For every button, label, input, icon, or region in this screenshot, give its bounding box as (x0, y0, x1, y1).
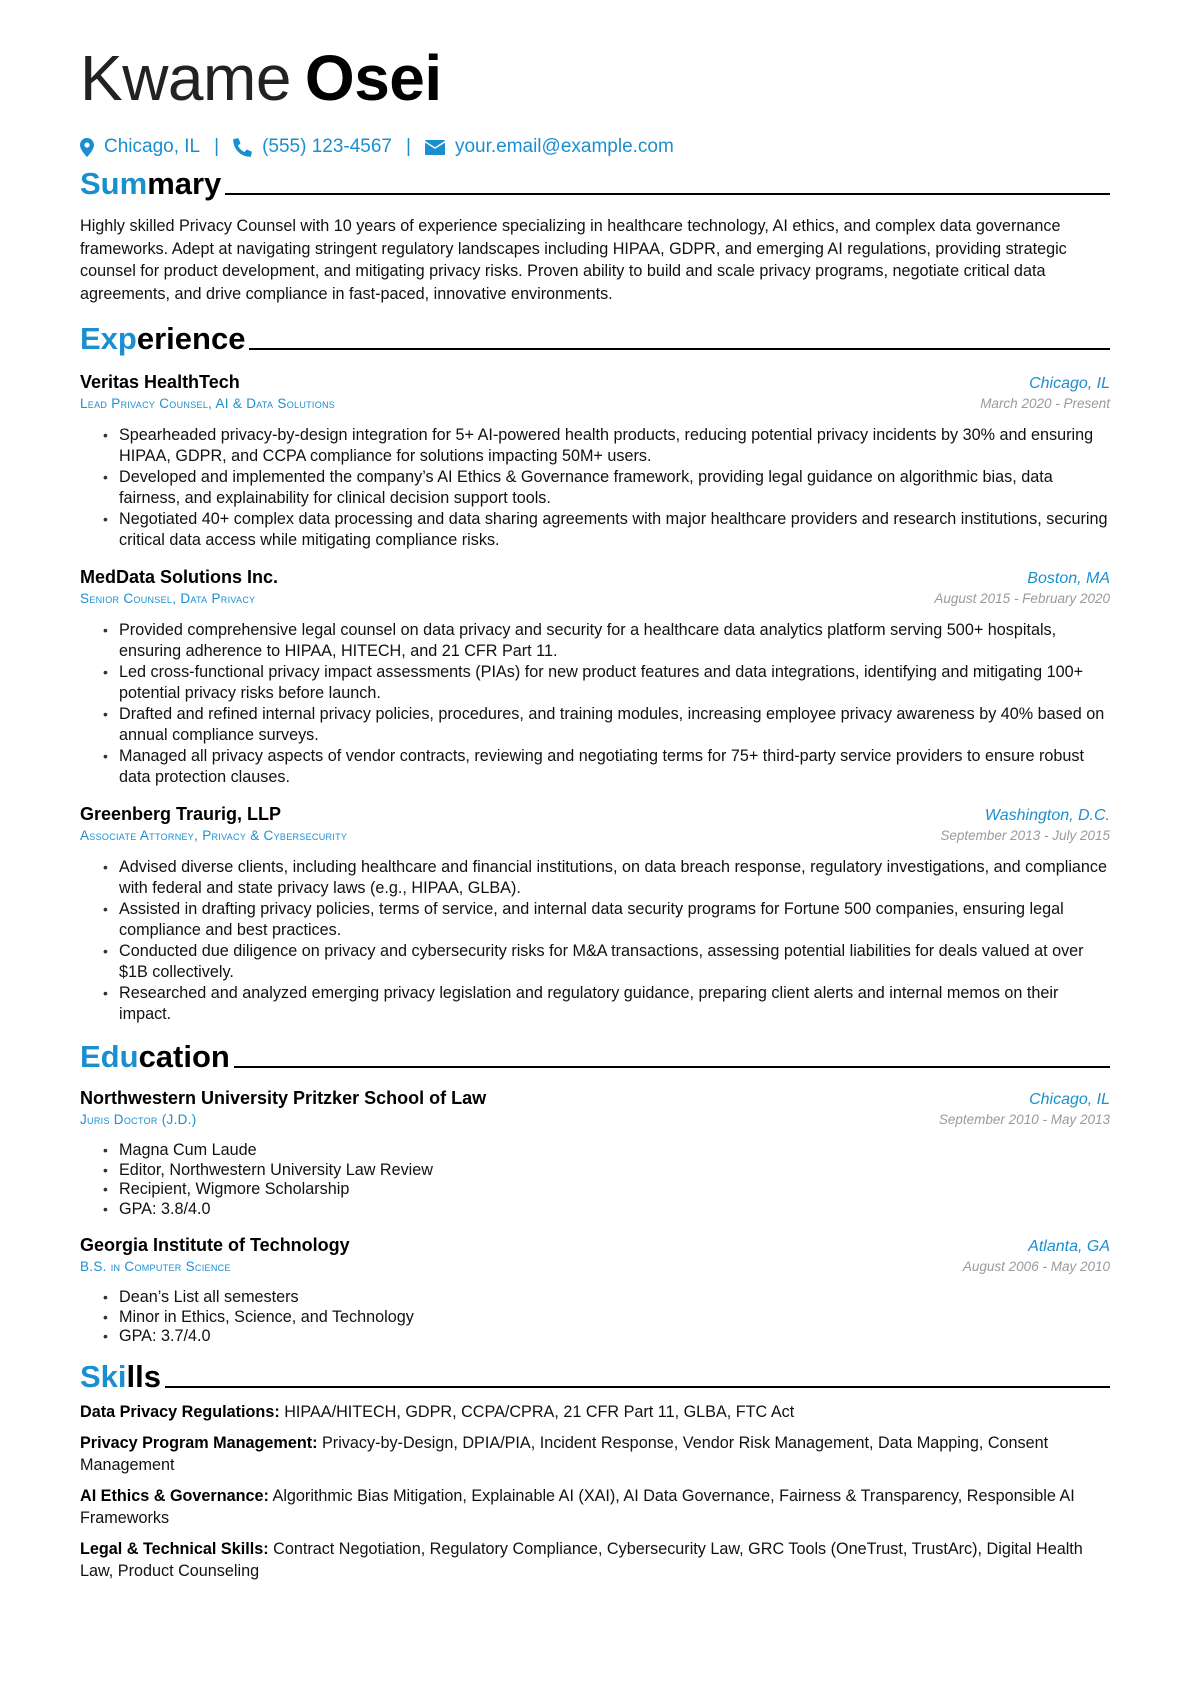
skill-category: AI Ethics & Governance: (80, 1486, 269, 1505)
last-name: Osei (304, 42, 442, 114)
contact-bar (80, 136, 1110, 158)
bullet-item: • Editor, Northwestern University Law Review (103, 1161, 1110, 1181)
experience-entry (80, 567, 1110, 788)
section-title (80, 321, 246, 357)
employer-name: MedData Solutions Inc. (80, 567, 279, 588)
skill-category: Privacy Program Management: (80, 1433, 318, 1452)
skill-row (80, 1401, 1110, 1423)
section-title (80, 1358, 161, 1394)
skill-row (80, 1485, 1110, 1529)
job-dates: March 2020 - Present (980, 396, 1110, 412)
job-location: Chicago, IL (1029, 375, 1110, 393)
bullet-item: • Assisted in drafting privacy policies, terms of service, and internal data security programs for Fortune 500 companies, ensuring legal compliance and best practices. (103, 899, 1110, 941)
bullet-item: • GPA: 3.8/4.0 (103, 1200, 1110, 1220)
title-accent: Ski (80, 1358, 127, 1394)
candidate-name (80, 42, 1110, 114)
title-accent: Sum (80, 166, 148, 201)
section-title (80, 168, 221, 199)
education-bullets (80, 1141, 1110, 1219)
contact-location (80, 136, 200, 158)
title-rest: cation (138, 1039, 230, 1075)
skill-row (80, 1432, 1110, 1476)
education-entry (80, 1235, 1110, 1347)
map-pin-icon (80, 138, 94, 157)
phone-icon (233, 138, 252, 157)
title-rest: erience (136, 321, 246, 357)
job-bullets (80, 857, 1110, 1025)
bullet-item: • Conducted due diligence on privacy and cybersecurity risks for M&A transactions, assessing potential liabilities for deals valued at over $1B collectively. (103, 941, 1110, 983)
skill-values: Contract Negotiation, Regulatory Compliance, Cybersecurity Law, GRC Tools (OneTrust, TrustArc), Digital Health Law, Product Counseling (80, 1539, 1083, 1580)
job-dates: September 2013 - July 2015 (940, 828, 1110, 844)
bullet-item: • Negotiated 40+ complex data processing and data sharing agreements with major healthcare providers and research institutions, securing critical data access while mitigating compliance risks. (103, 509, 1110, 551)
title-rest: mary (147, 166, 222, 201)
skill-category: Legal & Technical Skills: (80, 1539, 269, 1558)
job-location: Washington, D.C. (984, 807, 1110, 825)
job-title: Lead Privacy Counsel, AI & Data Solutions (80, 396, 336, 412)
school-name: Georgia Institute of Technology (80, 1235, 350, 1256)
school-location: Atlanta, GA (1028, 1238, 1110, 1256)
bullet-item: • Magna Cum Laude (103, 1141, 1110, 1161)
section-experience-heading (80, 321, 1110, 357)
contact-separator: | (406, 136, 411, 157)
bullet-item: • Provided comprehensive legal counsel on data privacy and security for a healthcare data analytics platform serving 500+ hospitals, ensuring adherence to HIPAA, HITECH, and 21 CFR Part 11. (103, 620, 1110, 662)
skill-values: Privacy-by-Design, DPIA/PIA, Incident Response, Vendor Risk Management, Data Mapping, Consent Management (80, 1433, 1049, 1474)
education-bullets (80, 1288, 1110, 1347)
bullet-item: • Managed all privacy aspects of vendor contracts, reviewing and negotiating terms for 75+ third-party service providers to ensure robust data protection clauses. (103, 746, 1110, 788)
bullet-item: • Developed and implemented the company’s AI Ethics & Governance framework, providing legal guidance on algorithmic bias, data fairness, and explainability for clinical decision support tools. (103, 467, 1110, 509)
skill-values: HIPAA/HITECH, GDPR, CCPA/CPRA, 21 CFR Part 11, GLBA, FTC Act (279, 1402, 795, 1421)
contact-separator: | (214, 136, 220, 157)
bullet-item: • Led cross-functional privacy impact assessments (PIAs) for new product features and data integrations, identifying and mitigating 100+ potential privacy risks before launch. (103, 662, 1110, 704)
phone-text: (555) 123-4567 (262, 136, 392, 157)
contact-email[interactable] (425, 136, 674, 158)
envelope-icon (425, 140, 445, 155)
bullet-item: • GPA: 3.7/4.0 (103, 1327, 1110, 1347)
school-name: Northwestern University Pritzker School of Law (80, 1088, 487, 1109)
contact-phone[interactable] (233, 136, 392, 158)
school-dates: August 2006 - May 2010 (962, 1259, 1110, 1275)
skill-category: Data Privacy Regulations: (80, 1402, 280, 1421)
job-bullets (80, 620, 1110, 788)
employer-name: Veritas HealthTech (80, 372, 240, 393)
title-accent: Edu (80, 1039, 139, 1075)
bullet-item: • Recipient, Wigmore Scholarship (103, 1180, 1110, 1200)
job-dates: August 2015 - February 2020 (934, 591, 1110, 607)
job-title: Associate Attorney, Privacy & Cybersecurity (80, 828, 348, 844)
degree: Juris Doctor (J.D.) (80, 1112, 197, 1128)
job-location: Boston, MA (1027, 570, 1110, 588)
bullet-item: • Dean’s List all semesters (103, 1288, 1110, 1308)
skills-list (80, 1401, 1110, 1582)
email-text: your.email@example.com (454, 136, 674, 157)
experience-entry (80, 804, 1110, 1025)
skill-row (80, 1538, 1110, 1582)
title-rest: lls (126, 1358, 161, 1394)
section-divider (165, 1386, 1110, 1388)
section-divider (225, 193, 1110, 195)
location-text: Chicago, IL (104, 136, 201, 157)
section-divider (249, 348, 1110, 350)
school-dates: September 2010 - May 2013 (938, 1112, 1110, 1128)
bullet-item: • Spearheaded privacy-by-design integration for 5+ AI-powered health products, reducing potential privacy incidents by 30% and ensuring HIPAA, GDPR, and CCPA compliance for solutions impacting 50M+ users. (103, 425, 1110, 467)
job-bullets (80, 425, 1110, 551)
employer-name: Greenberg Traurig, LLP (80, 804, 282, 825)
education-entry (80, 1088, 1110, 1219)
job-title: Senior Counsel, Data Privacy (80, 591, 256, 607)
section-title (80, 1039, 230, 1075)
section-skills-heading (80, 1358, 1110, 1394)
experience-entry (80, 372, 1110, 551)
school-location: Chicago, IL (1029, 1091, 1110, 1109)
bullet-item: • Minor in Ethics, Science, and Technology (103, 1308, 1110, 1328)
bullet-item: • Drafted and refined internal privacy policies, procedures, and training modules, increasing employee privacy awareness by 40% based on annual compliance surveys. (103, 704, 1110, 746)
degree: B.S. in Computer Science (80, 1259, 231, 1275)
bullet-item: • Advised diverse clients, including healthcare and financial institutions, on data breach response, regulatory investigations, and compliance with federal and state privacy laws (e.g., HIPAA, GLBA). (103, 857, 1110, 899)
skill-values: Algorithmic Bias Mitigation, Explainable AI (XAI), AI Data Governance, Fairness & Transparency, Responsible AI Frameworks (80, 1486, 1075, 1527)
bullet-item: • Researched and analyzed emerging privacy legislation and regulatory guidance, preparing client alerts and internal memos on their impact. (103, 983, 1110, 1025)
section-divider (234, 1066, 1110, 1068)
first-name: Kwame (80, 42, 291, 114)
summary-text: Highly skilled Privacy Counsel with 10 years of experience specializing in healthcare technology, AI ethics, and complex data governance frameworks. Adept at navigating stringent regulatory landscapes including HIPAA, GDPR, and emerging AI regulations, providing strategic counsel for product development, and mitigating privacy risks. Proven ability to build and scale privacy programs, negotiate critical data agreements, and drive compliance in fast-paced, innovative environments. (80, 217, 1067, 303)
title-accent: Exp (80, 321, 137, 357)
section-summary-heading (80, 168, 1110, 199)
section-education-heading (80, 1039, 1110, 1075)
